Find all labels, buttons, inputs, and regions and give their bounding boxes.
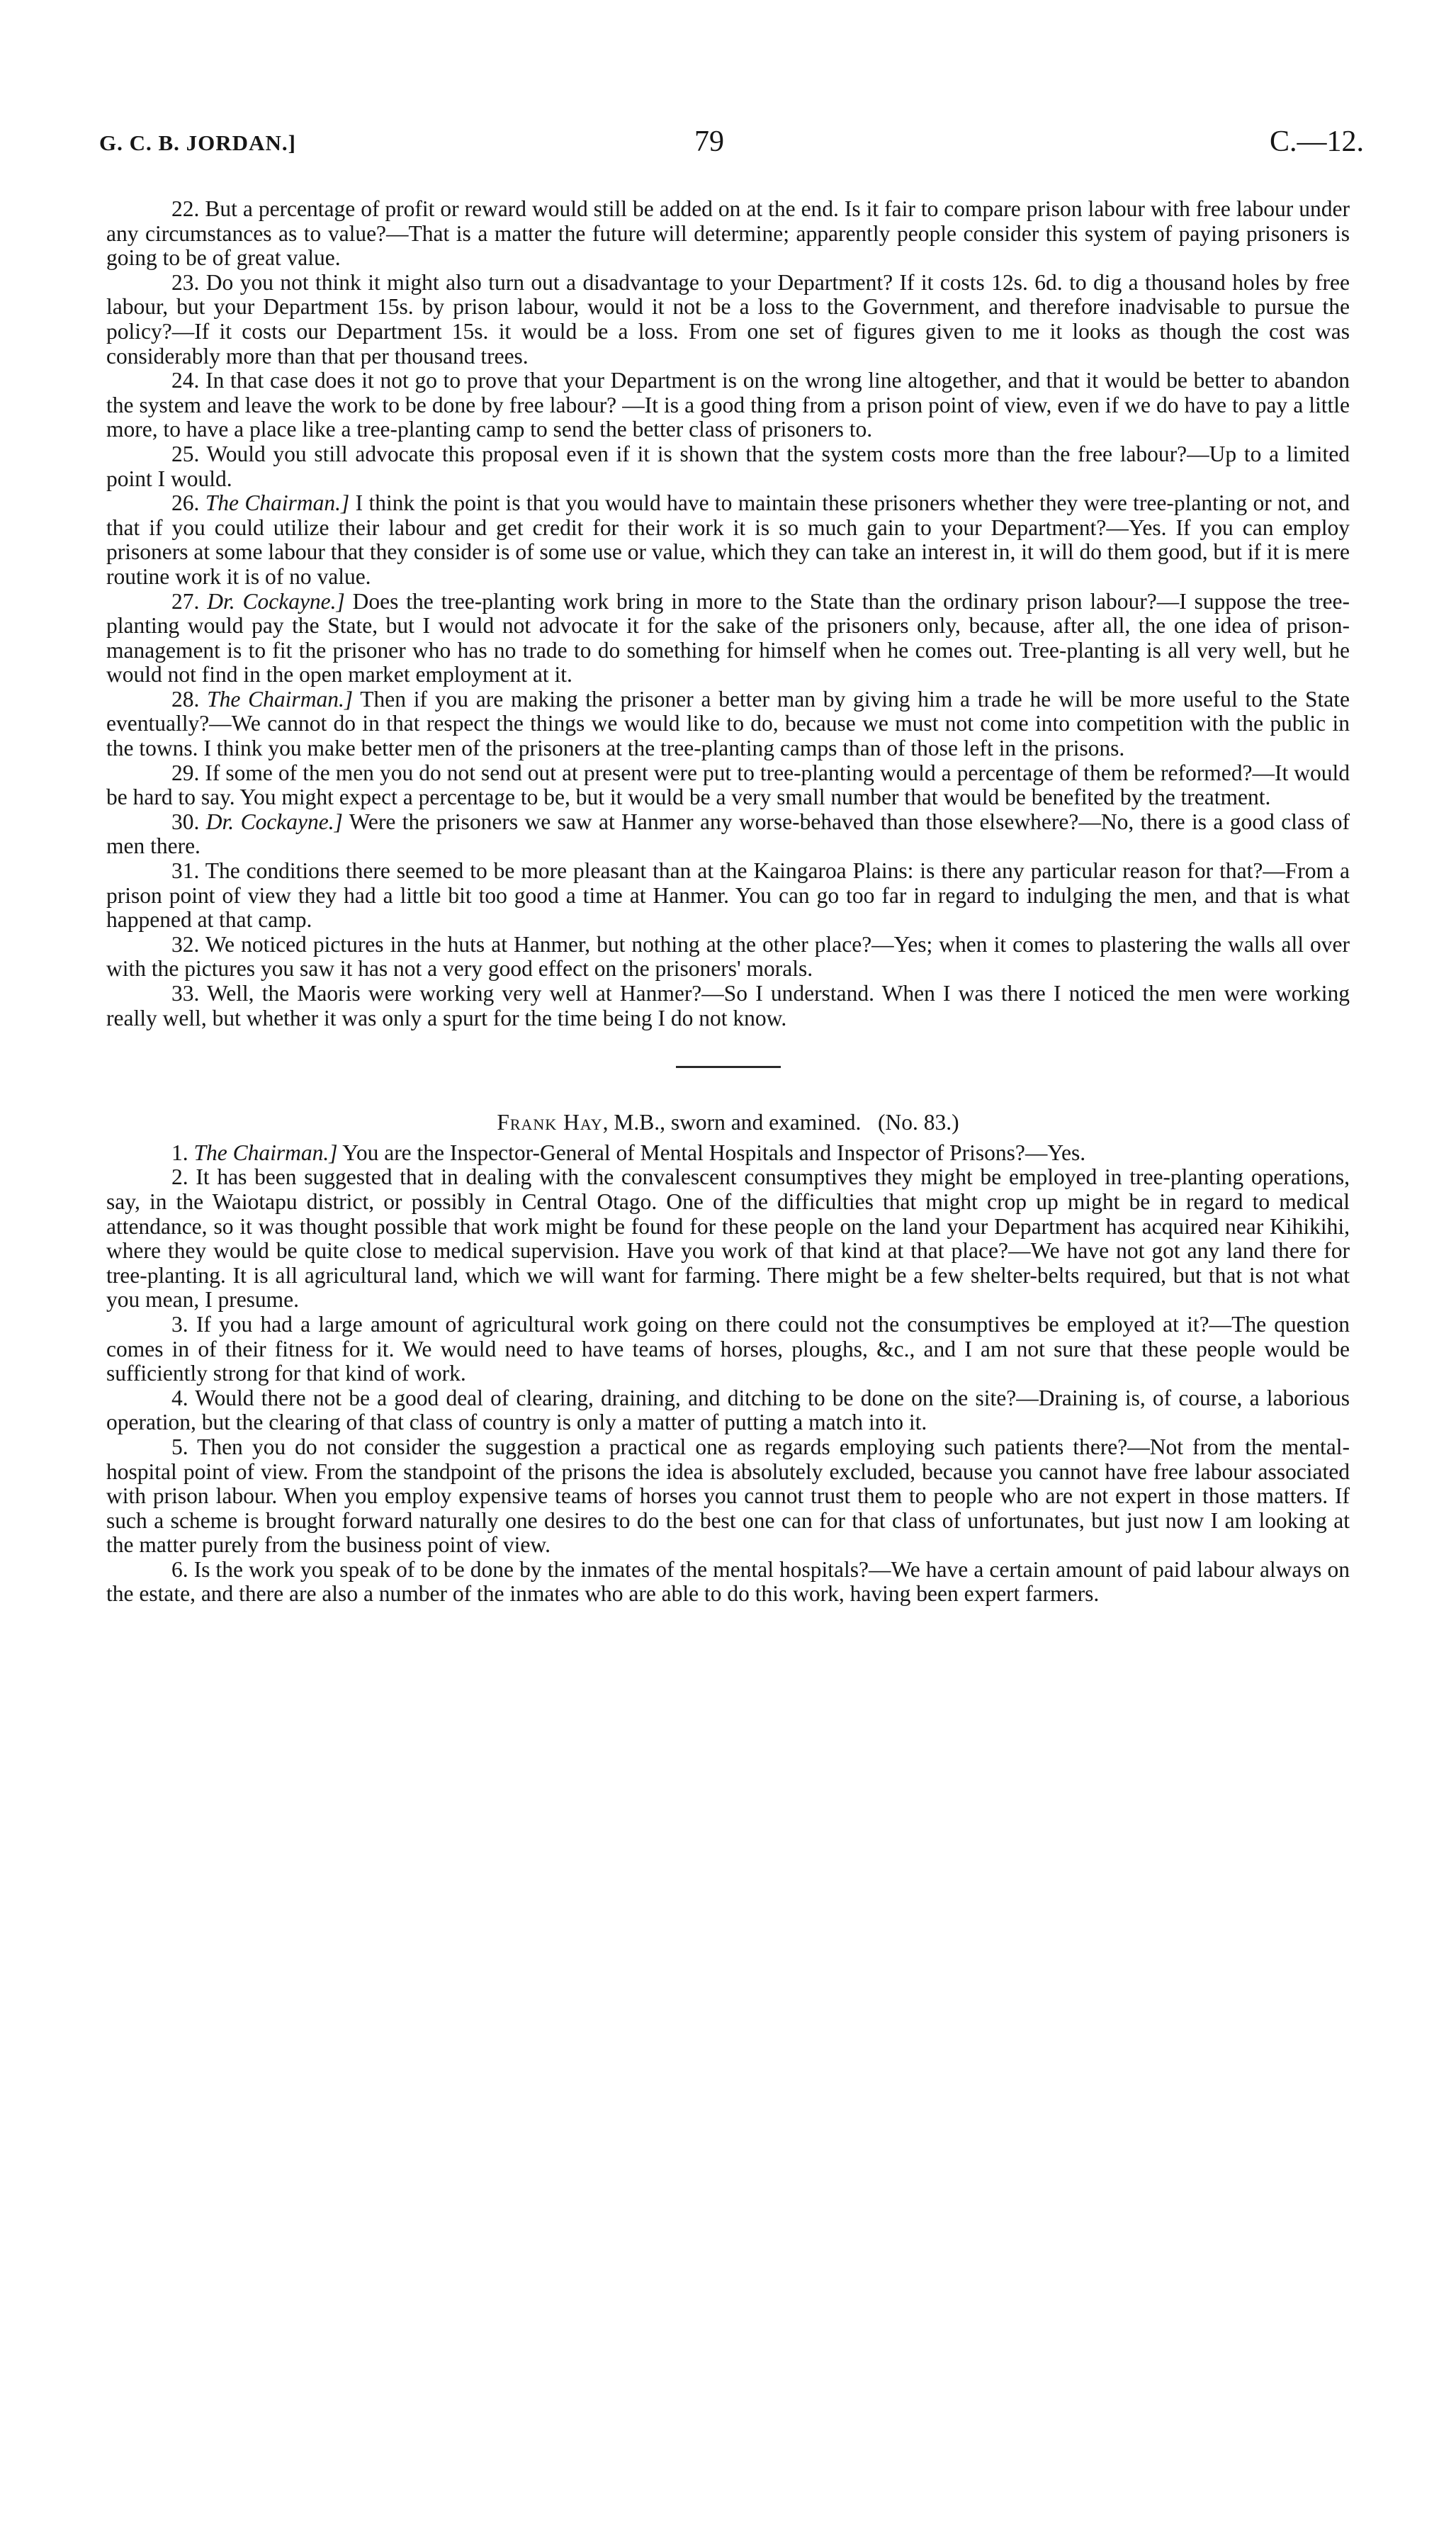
evidence-before — [106, 197, 1350, 1030]
paragraph-text: 31. The conditions there seemed to be more pleasant than at the Kaingaroa Plains: is there any particular reason for that?—From a prison point of view they had a little bit too good a time at Hanmer. You can go too far in regard to indulging the men, and that is what happened at that camp. — [106, 858, 1350, 933]
document-reference: C.—12. — [1269, 125, 1364, 158]
question-paragraph — [106, 369, 1350, 442]
paragraph-text: 33. Well, the Maoris were working very well at Hanmer?—So I understand. When I was there I noticed the men were working really well, but whether it was only a spurt for the time being I do not know. — [106, 981, 1350, 1030]
witness-credentials: , M.B., sworn and examined. — [602, 1110, 862, 1135]
question-paragraph — [106, 933, 1350, 982]
question-number: 28. — [171, 686, 200, 712]
question-paragraph — [106, 761, 1350, 810]
question-paragraph — [106, 590, 1350, 687]
paragraph-text: 29. If some of the men you do not send out at present were put to tree-planting would a percentage of them be reformed?—It would be hard to say. You might expect a percentage to be, but it would be a very small number that would be benefited by the treatment. — [106, 760, 1350, 810]
speaker-name: The Chairman.] — [207, 686, 354, 712]
speaker-name: Dr. Cockayne.] — [207, 588, 345, 614]
question-paragraph — [106, 1386, 1350, 1435]
question-paragraph — [106, 491, 1350, 589]
paragraph-text: I think the point is that you would have to maintain these prisoners whether they were tree-planting or not, and that if you could utilize their labour and get credit for their work it is so much gain to your Department?—Yes. If you can employ prisoners at some labour that they consider is of some use or value, which they can take an interest in, it will do them good, but if it is mere routine work it is of no value. — [106, 490, 1350, 589]
question-paragraph — [106, 687, 1350, 761]
question-paragraph — [106, 1165, 1350, 1313]
paragraph-text: 32. We noticed pictures in the huts at Hanmer, but nothing at the other place?—Yes; when it comes to plastering the walls all over with the pictures you saw it has not a very good effect on the prisoners' morals. — [106, 931, 1350, 982]
witness-name: Frank Hay — [497, 1110, 603, 1135]
page-number: 79 — [694, 125, 724, 158]
page-header — [92, 122, 1364, 164]
question-number: 26. — [171, 490, 200, 516]
question-paragraph — [106, 859, 1350, 933]
paragraph-text: 3. If you had a large amount of agricultural work going on there could not the consumptives be employed at it?—The question comes in of their fitness for it. We would need to have teams of horses, ploughs, &c., and I am not sure that these people would be sufficiently strong for that kind of work. — [106, 1311, 1350, 1386]
header-witness-name: G. C. B. JORDAN.] — [99, 130, 296, 155]
question-paragraph — [106, 810, 1350, 859]
paragraph-text: 23. Do you not think it might also turn out a disadvantage to your Department? If it costs 12s. 6d. to dig a thousand holes by free labour, but your Department 15s. by prison labour, would it not be a loss to the Government, and therefore inadvisable to pursue the policy?—If it costs our Department 15s. it would be a loss. From one set of figures given to me it looks as though the cost was considerably more than that per thousand trees. — [106, 269, 1350, 369]
evidence-after — [106, 1141, 1350, 1607]
paragraph-text: 5. Then you do not consider the suggestion a practical one as regards employing such patients there?—Not from the mental-hospital point of view. From the standpoint of the prisons the idea is absolutely excluded, because you cannot have free labour associated with prison labour. When you employ expensive teams of horses you cannot trust them to people who are not expert in those matters. If such a scheme is brought forward naturally one desires to do the best one can for that class of unfortunates, but just now I am looking at the matter purely from the business point of view. — [106, 1434, 1350, 1558]
question-paragraph — [106, 197, 1350, 271]
paragraph-text: 4. Would there not be a good deal of clearing, draining, and ditching to be done on the site?—Draining is, of course, a laborious operation, but the clearing of that class of country is only a matter of putting a match into it. — [106, 1385, 1350, 1435]
paragraph-text: You are the Inspector-General of Mental Hospitals and Inspector of Prisons?—Yes. — [337, 1140, 1086, 1165]
question-number: 27. — [171, 588, 200, 614]
question-paragraph — [106, 271, 1350, 369]
question-paragraph — [106, 1141, 1350, 1166]
paragraph-text: 2. It has been suggested that in dealing with the convalescent consumptives they might be employed in tree-planting operations, say, in the Waiotapu district, or possibly in Central Otago. One of the difficulties that might crop up might be in regard to medical attendance, so it was thought possible that work might be found for these people on the land your Department has acquired near Kihikihi, where they would be quite close to medical supervision. Have you work of that kind at that place?—We have not got any land there for tree-planting. It is all agricultural land, which we will want for farming. There might be a few shelter-belts required, but that is not what you mean, I presume. — [106, 1164, 1350, 1313]
paragraph-text: Were the prisoners we saw at Hanmer any worse-behaved than those elsewhere?—No, there is a good class of men there. — [106, 809, 1350, 859]
paragraph-text: Does the tree-planting work bring in more to the State than the ordinary prison labour?—I suppose the tree-planting would pay the State, but I would not advocate it for the sake of the prisoners only, because, after all, the one idea of prison-management is to fit the prisoner who has no trade to do something for himself when he comes out. Tree-planting is all very well, but he would not find in the open market employment at it. — [106, 588, 1350, 687]
speaker-name: The Chairman.] — [205, 490, 350, 516]
paragraph-text: Then if you are making the prisoner a better man by giving him a trade he will be more useful to the State eventually?—We cannot do in that respect the things we would like to do, because we must not come into competition with the public in the towns. I think you make better men of the prisoners at the tree-planting camps than of those left in the prisons. — [106, 686, 1350, 761]
question-paragraph — [106, 1313, 1350, 1386]
paragraph-text: 24. In that case does it not go to prove that your Department is on the wrong line altogether, and that it would be better to abandon the system and leave the work to be done by free labour? —It is a good thing from a prison point of view, even if we do have to pay a little more, to have a place like a tree-planting camp to send the better class of prisoners to. — [106, 368, 1350, 442]
paragraph-text: 22. But a percentage of profit or reward would still be added on at the end. Is it fair to compare prison labour with free labour under any circumstances as to value?—That is a matter the future will determine; apparently people consider this system of paying prisoners is going to be of great value. — [106, 196, 1350, 271]
question-paragraph — [106, 442, 1350, 491]
speaker-name: Dr. Cockayne.] — [205, 809, 343, 834]
paragraph-text: 6. Is the work you speak of to be done by the inmates of the mental hospitals?—We have a certain amount of paid labour always on the estate, and there are also a number of the inmates who are able to do this work, having been expert farmers. — [106, 1556, 1350, 1607]
question-number: 30. — [171, 809, 200, 834]
question-paragraph — [106, 1435, 1350, 1558]
question-number: 1. — [171, 1140, 188, 1165]
paragraph-text: 25. Would you still advocate this proposal even if it is shown that the system costs more than the free labour?—Up to a limited point I would. — [106, 441, 1350, 491]
question-paragraph — [106, 982, 1350, 1030]
witness-number: (No. 83.) — [878, 1110, 959, 1135]
evidence-body — [106, 197, 1350, 1607]
question-paragraph — [106, 1558, 1350, 1607]
witness-heading — [106, 1111, 1350, 1135]
section-divider — [676, 1066, 781, 1068]
speaker-name: The Chairman.] — [193, 1140, 338, 1165]
